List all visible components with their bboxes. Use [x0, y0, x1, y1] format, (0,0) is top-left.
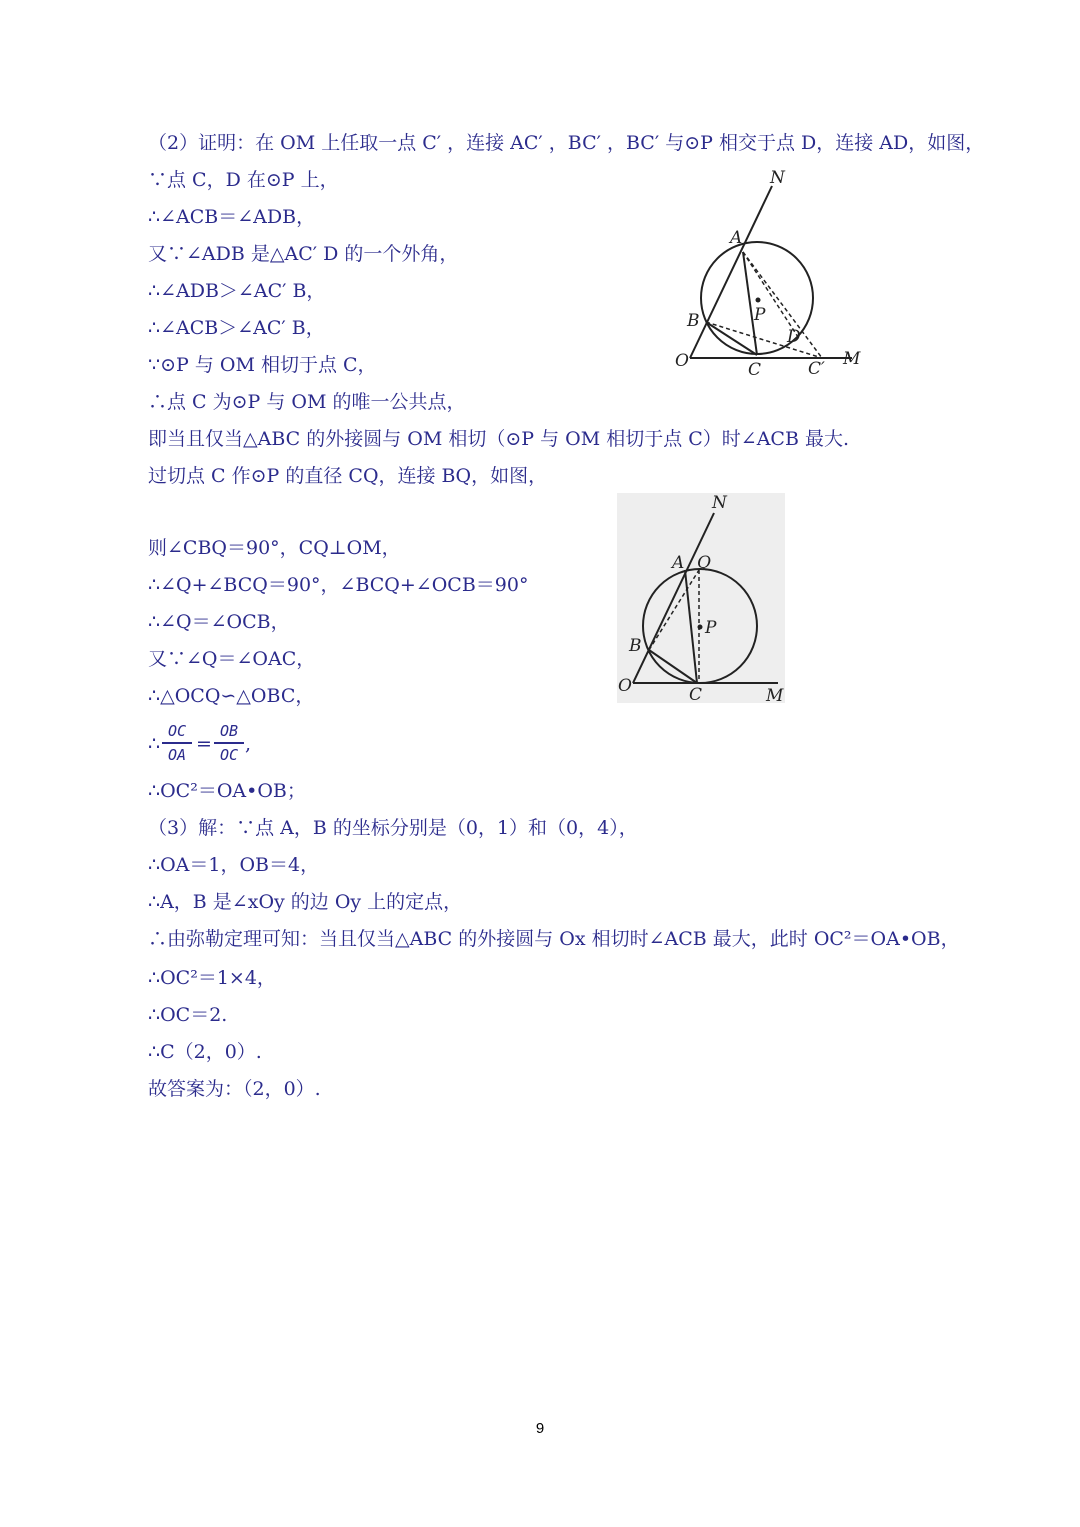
line-on [690, 186, 772, 358]
label-o: O [618, 676, 632, 696]
label-m: M [843, 349, 861, 369]
fraction-denominator: OC [219, 746, 239, 764]
text-line: ∴∠Q+∠BCQ＝90°，∠BCQ+∠OCB＝90° [148, 574, 529, 596]
text-line: （2）证明：在 OM 上任取一点 C′ ，连接 AC′ ，BC′ ，BC′ 与⊙P 相交于点 D，连接 AD，如图， [148, 132, 985, 154]
label-c-prime: C′ [808, 359, 825, 379]
therefore-symbol: ∴ [148, 733, 161, 755]
label-n: N [712, 493, 727, 513]
text-line: （3）解：∵点 A，B 的坐标分别是（0，1）和（0，4）， [148, 817, 638, 839]
text-line: ∴∠ACB＝∠ADB， [148, 206, 316, 228]
geometry-figure-2 [617, 493, 785, 703]
text-line: ∴OC²＝1×4， [148, 967, 276, 989]
text-line: 故答案为：（2，0）. [148, 1078, 321, 1100]
text-line: ∴C（2，0）. [148, 1041, 262, 1063]
text-line: ∴点 C 为⊙P 与 OM 的唯一公共点， [148, 391, 466, 413]
label-p: P [754, 305, 766, 325]
page-number: 9 [535, 1420, 545, 1437]
text-line: ∴由弥勒定理可知：当且仅当△ABC 的外接圆与 Ox 相切时∠ACB 最大，此时 OC²＝OA•OB， [148, 928, 960, 950]
geometry-figure-1 [668, 162, 868, 382]
label-b: B [687, 311, 700, 331]
text-line: ∴∠ACB＞∠AC′ B， [148, 317, 325, 339]
label-n: N [770, 168, 785, 188]
label-p: P [705, 618, 717, 638]
text-line: 即当且仅当△ABC 的外接圆与 OM 相切（⊙P 与 OM 相切于点 C）时∠ACB 最大. [148, 428, 849, 450]
label-a: A [730, 228, 743, 248]
text-line: ∴∠Q＝∠OCB， [148, 611, 290, 633]
fraction-numerator: OC [167, 722, 187, 740]
fraction-suffix: , [245, 733, 252, 755]
figure-background [617, 493, 785, 703]
label-c: C [748, 360, 762, 380]
fraction-denominator: OA [167, 746, 187, 764]
center-point-p [698, 625, 703, 630]
text-line: 又∵∠Q＝∠OAC， [148, 648, 316, 670]
text-line: ∴∠ADB＞∠AC′ B， [148, 280, 326, 302]
text-line: ∴OC²＝OA•OB； [148, 780, 306, 802]
label-a: A [672, 553, 685, 573]
label-o: O [675, 351, 689, 371]
label-c: C [689, 685, 703, 703]
segment-ac [743, 252, 757, 355]
equals-sign: = [196, 733, 212, 755]
text-line: ∴OA＝1，OB＝4， [148, 854, 320, 876]
label-b: B [629, 636, 642, 656]
label-m: M [766, 686, 784, 703]
fraction-left [162, 720, 192, 766]
segment-bc [706, 322, 757, 355]
text-line: 又∵∠ADB 是△AC′ D 的一个外角， [148, 243, 459, 265]
fraction-right [214, 720, 244, 766]
label-d: D [787, 327, 801, 347]
text-line: 过切点 C 作⊙P 的直径 CQ，连接 BQ，如图， [148, 465, 548, 487]
fraction-numerator: OB [219, 722, 239, 740]
text-line: ∴△OCQ∽△OBC， [148, 685, 315, 707]
label-q: Q [697, 553, 711, 573]
text-line: ∵⊙P 与 OM 相切于点 C， [148, 354, 377, 376]
text-line: ∴A，B 是∠xOy 的边 Oy 上的定点， [148, 891, 463, 913]
text-line: ∵点 C，D 在⊙P 上， [148, 169, 339, 191]
center-point-p [756, 298, 761, 303]
text-line: ∴OC＝2. [148, 1004, 228, 1026]
text-line: 则∠CBQ＝90°，CQ⊥OM， [148, 537, 401, 559]
